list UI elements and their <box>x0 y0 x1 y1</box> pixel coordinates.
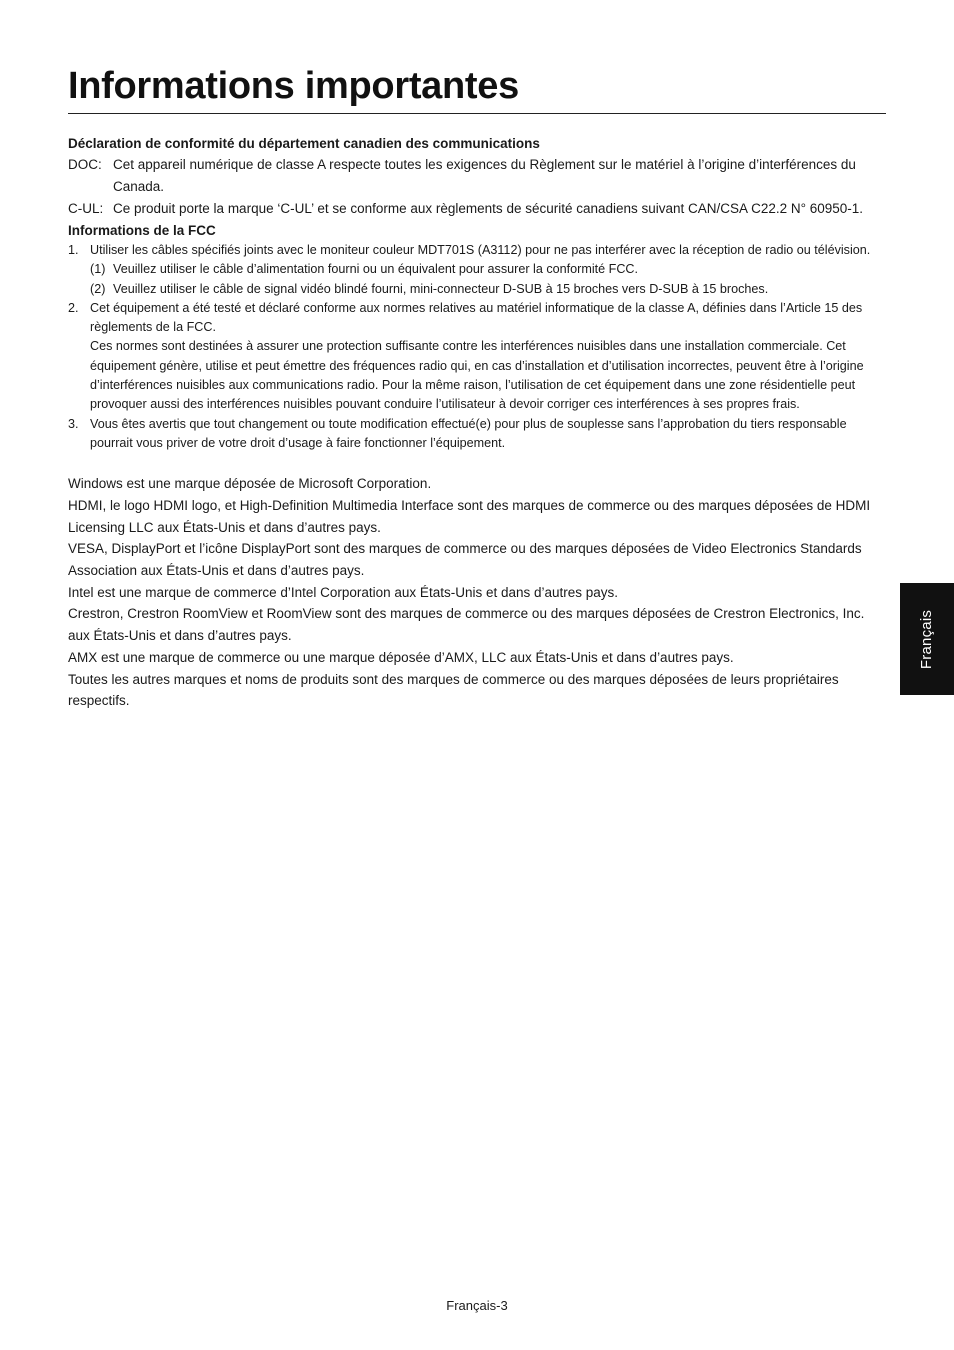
trademark-statement: Intel est une marque de commerce d’Intel Corporation aux États-Unis et dans d’autres pays. <box>68 584 619 600</box>
main-content <box>68 133 886 712</box>
doc-statement <box>68 154 886 198</box>
fcc-subitem <box>90 260 886 279</box>
fcc-subitem-text: Veuillez utiliser le câble de signal vidéo blindé fourni, mini-connecteur D-SUB à 15 broches vers D-SUB à 15 broches. <box>113 281 769 296</box>
title-divider <box>68 113 886 114</box>
fcc-item-number: 2. <box>68 300 79 315</box>
trademark-statement: Crestron, Crestron RoomView et RoomView sont des marques de commerce ou des marques déposées de Crestron Electronics, Inc. aux États-Unis et dans d’autres pays. <box>68 606 865 644</box>
cul-label: C-UL: <box>68 201 104 216</box>
cul-text: Ce produit porte la marque ‘C-UL’ et se conforme aux règlements de sécurité canadiens suivant CAN/CSA C22.2 N° 60950-1. <box>113 201 864 216</box>
fcc-section-heading: Informations de la FCC <box>68 223 216 238</box>
trademarks-section <box>68 473 886 712</box>
page-number: Français-3 <box>446 1298 508 1313</box>
trademark-statement: AMX est une marque de commerce ou une marque déposée d’AMX, LLC aux États-Unis et dans d’autres pays. <box>68 649 734 665</box>
page-title: Informations importantes <box>68 65 519 107</box>
doc-text: Cet appareil numérique de classe A respecte toutes les exigences du Règlement sur le matériel à l’origine d’interférences du Canada. <box>113 157 856 194</box>
cul-statement <box>68 198 886 220</box>
fcc-item <box>68 299 886 415</box>
trademark-statement: Windows est une marque déposée de Microsoft Corporation. <box>68 476 432 492</box>
fcc-item-text: Cet équipement a été testé et déclaré conforme aux normes relatives au matériel informatique de la classe A, définies dans l’Article 15 des règlements de la FCC. <box>90 300 863 335</box>
fcc-subitem-number: (2) <box>90 281 106 296</box>
fcc-item <box>68 415 886 454</box>
language-side-tab <box>900 583 954 695</box>
language-tab-label: Français <box>918 609 936 669</box>
canada-section-heading: Déclaration de conformité du département canadien des communications <box>68 136 540 151</box>
trademark-statement: Toutes les autres marques et noms de produits sont des marques de commerce ou des marques déposées de leurs propriétaires respectifs. <box>68 671 839 709</box>
fcc-item-text: Utiliser les câbles spécifiés joints avec le moniteur couleur MDT701S (A3112) pour ne pas interférer avec la réception de radio ou télévision. <box>90 243 871 257</box>
trademark-statement: VESA, DisplayPort et l’icône DisplayPort sont des marques de commerce ou des marques déposées de Video Electronics Standards Association aux États-Unis et dans d’autres pays. <box>68 541 862 579</box>
trademark-statement: HDMI, le logo HDMI logo, et High-Definition Multimedia Interface sont des marques de commerce ou des marques déposées de HDMI Licensing LLC aux États-Unis et dans d’autres pays. <box>68 497 871 535</box>
fcc-subitem-text: Veuillez utiliser le câble d’alimentation fourni ou un équivalent pour assurer la conformité FCC. <box>113 262 639 277</box>
fcc-subitem-number: (1) <box>90 262 106 277</box>
fcc-subitem <box>90 280 886 299</box>
fcc-item-number: 3. <box>68 416 79 431</box>
fcc-item <box>68 241 886 299</box>
fcc-item-text-continued: Ces normes sont destinées à assurer une protection suffisante contre les interférences nuisibles dans une installation commerciale. Cet équipement génère, utilise et peut émettre des fréquences radio qui, en cas d’installation et d’utilisation incorrectes, peuvent être à l’origine d’interférences nuisibles aux communications radio. Pour la même raison, l’utilisation de cet équipement dans une zone résidentielle peut provoquer aussi des interférences nuisibles pouvant conduire l’utilisateur à devoir corriger ces interférences à ses propres frais. <box>90 339 864 412</box>
doc-label: DOC: <box>68 157 102 172</box>
fcc-item-text: Vous êtes avertis que tout changement ou toute modification effectué(e) pour plus de souplesse sans l’approbation du tiers responsable pourrait vous priver de votre droit d’usage à faire fonctionner l’équipement. <box>90 416 847 450</box>
fcc-item-number: 1. <box>68 243 79 257</box>
